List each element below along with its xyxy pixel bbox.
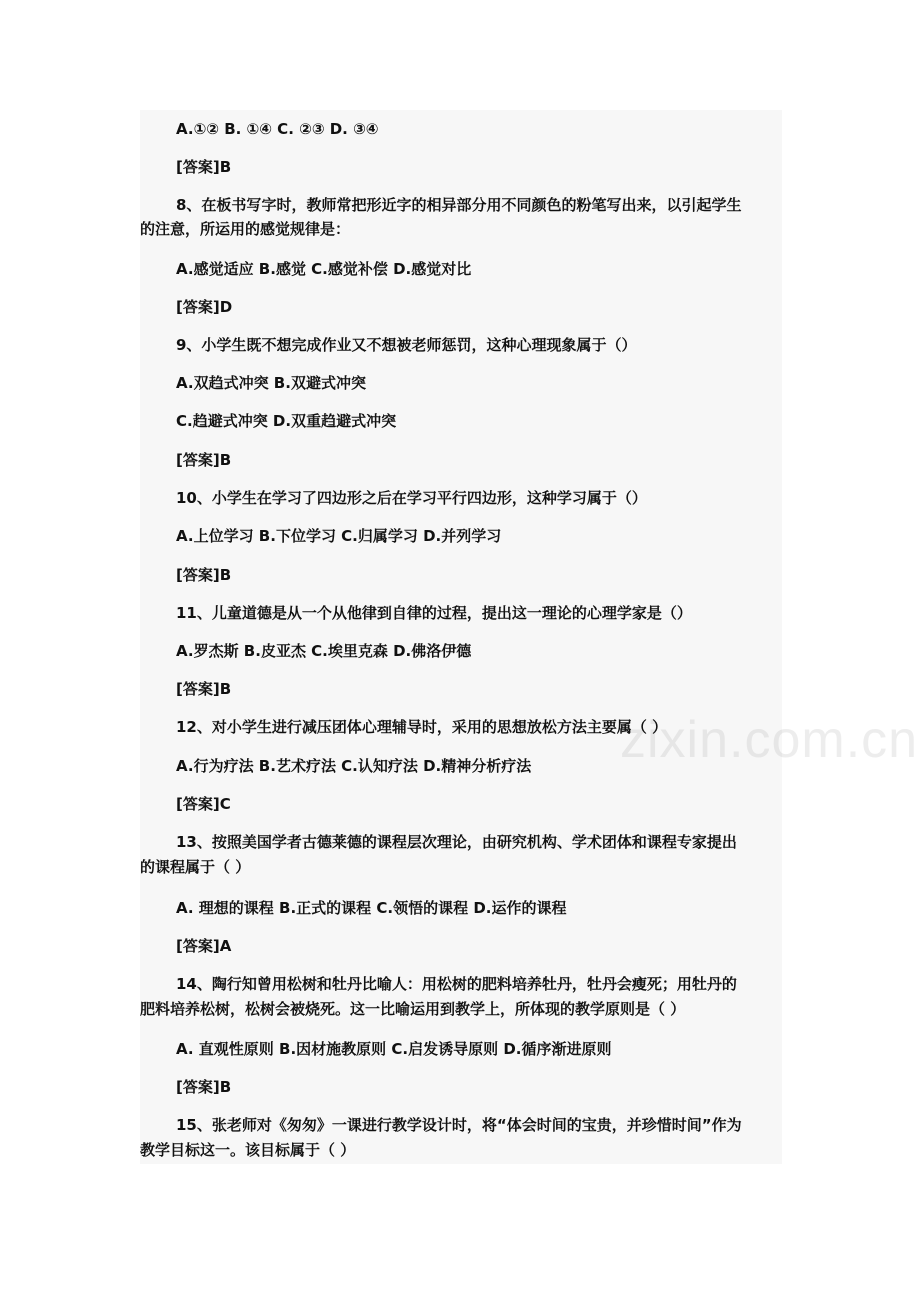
answer-q12: [答案]C xyxy=(176,795,231,813)
options-q10: A.上位学习 B.下位学习 C.归属学习 D.并列学习 xyxy=(176,527,502,545)
options-q13: A. 理想的课程 B.正式的课程 C.领悟的课程 D.运作的课程 xyxy=(176,899,567,917)
question-9: 9、小学生既不想完成作业又不想被老师惩罚，这种心理现象属于（） xyxy=(176,336,637,354)
question-15-line-1: 15、张老师对《匆匆》一课进行教学设计时，将“体会时间的宝贵，并珍惜时间”作为 xyxy=(176,1116,742,1134)
answer-q14: [答案]B xyxy=(176,1078,232,1096)
watermark: zixin.com.cn xyxy=(620,711,919,769)
question-13-line-2: 的课程属于（ ） xyxy=(140,858,251,876)
options-q9-line-2: C.趋避式冲突 D.双重趋避式冲突 xyxy=(176,412,397,430)
answer-q10: [答案]B xyxy=(176,566,232,584)
options-q9-line-1: A.双趋式冲突 B.双避式冲突 xyxy=(176,374,366,392)
answer-q8: [答案]D xyxy=(176,298,233,316)
question-11: 11、儿童道德是从一个从他律到自律的过程，提出这一理论的心理学家是（） xyxy=(176,604,692,622)
question-14-line-2: 肥料培养松树，松树会被烧死。这一比喻运用到教学上，所体现的教学原则是（ ） xyxy=(140,1000,686,1018)
answer-q11: [答案]B xyxy=(176,680,232,698)
question-14-line-1: 14、陶行知曾用松树和牡丹比喻人：用松树的肥料培养牡丹，牡丹会瘦死；用牡丹的 xyxy=(176,975,737,993)
options-q12: A.行为疗法 B.艺术疗法 C.认知疗法 D.精神分析疗法 xyxy=(176,757,532,775)
options-q14: A. 直观性原则 B.因材施教原则 C.启发诱导原则 D.循序渐进原则 xyxy=(176,1040,612,1058)
options-q7: A.①② B. ①④ C. ②③ D. ③④ xyxy=(176,120,379,138)
question-8-line-1: 8、在板书写字时，教师常把形近字的相异部分用不同颜色的粉笔写出来，以引起学生 xyxy=(176,196,742,214)
answer-q13: [答案]A xyxy=(176,937,232,955)
answer-q7: [答案]B xyxy=(176,158,232,176)
question-8-line-2: 的注意，所运用的感觉规律是： xyxy=(140,220,351,238)
question-10: 10、小学生在学习了四边形之后在学习平行四边形，这种学习属于（） xyxy=(176,489,647,507)
question-12: 12、对小学生进行减压团体心理辅导时，采用的思想放松方法主要属（ ） xyxy=(176,718,668,736)
answer-q9: [答案]B xyxy=(176,451,232,469)
options-q8: A.感觉适应 B.感觉 C.感觉补偿 D.感觉对比 xyxy=(176,260,472,278)
question-15-line-2: 教学目标这一。该目标属于（ ） xyxy=(140,1141,356,1159)
options-q11: A.罗杰斯 B.皮亚杰 C.埃里克森 D.佛洛伊德 xyxy=(176,642,472,660)
question-13-line-1: 13、按照美国学者古德莱德的课程层次理论，由研究机构、学术团体和课程专家提出 xyxy=(176,833,737,851)
document-page xyxy=(140,110,919,1164)
